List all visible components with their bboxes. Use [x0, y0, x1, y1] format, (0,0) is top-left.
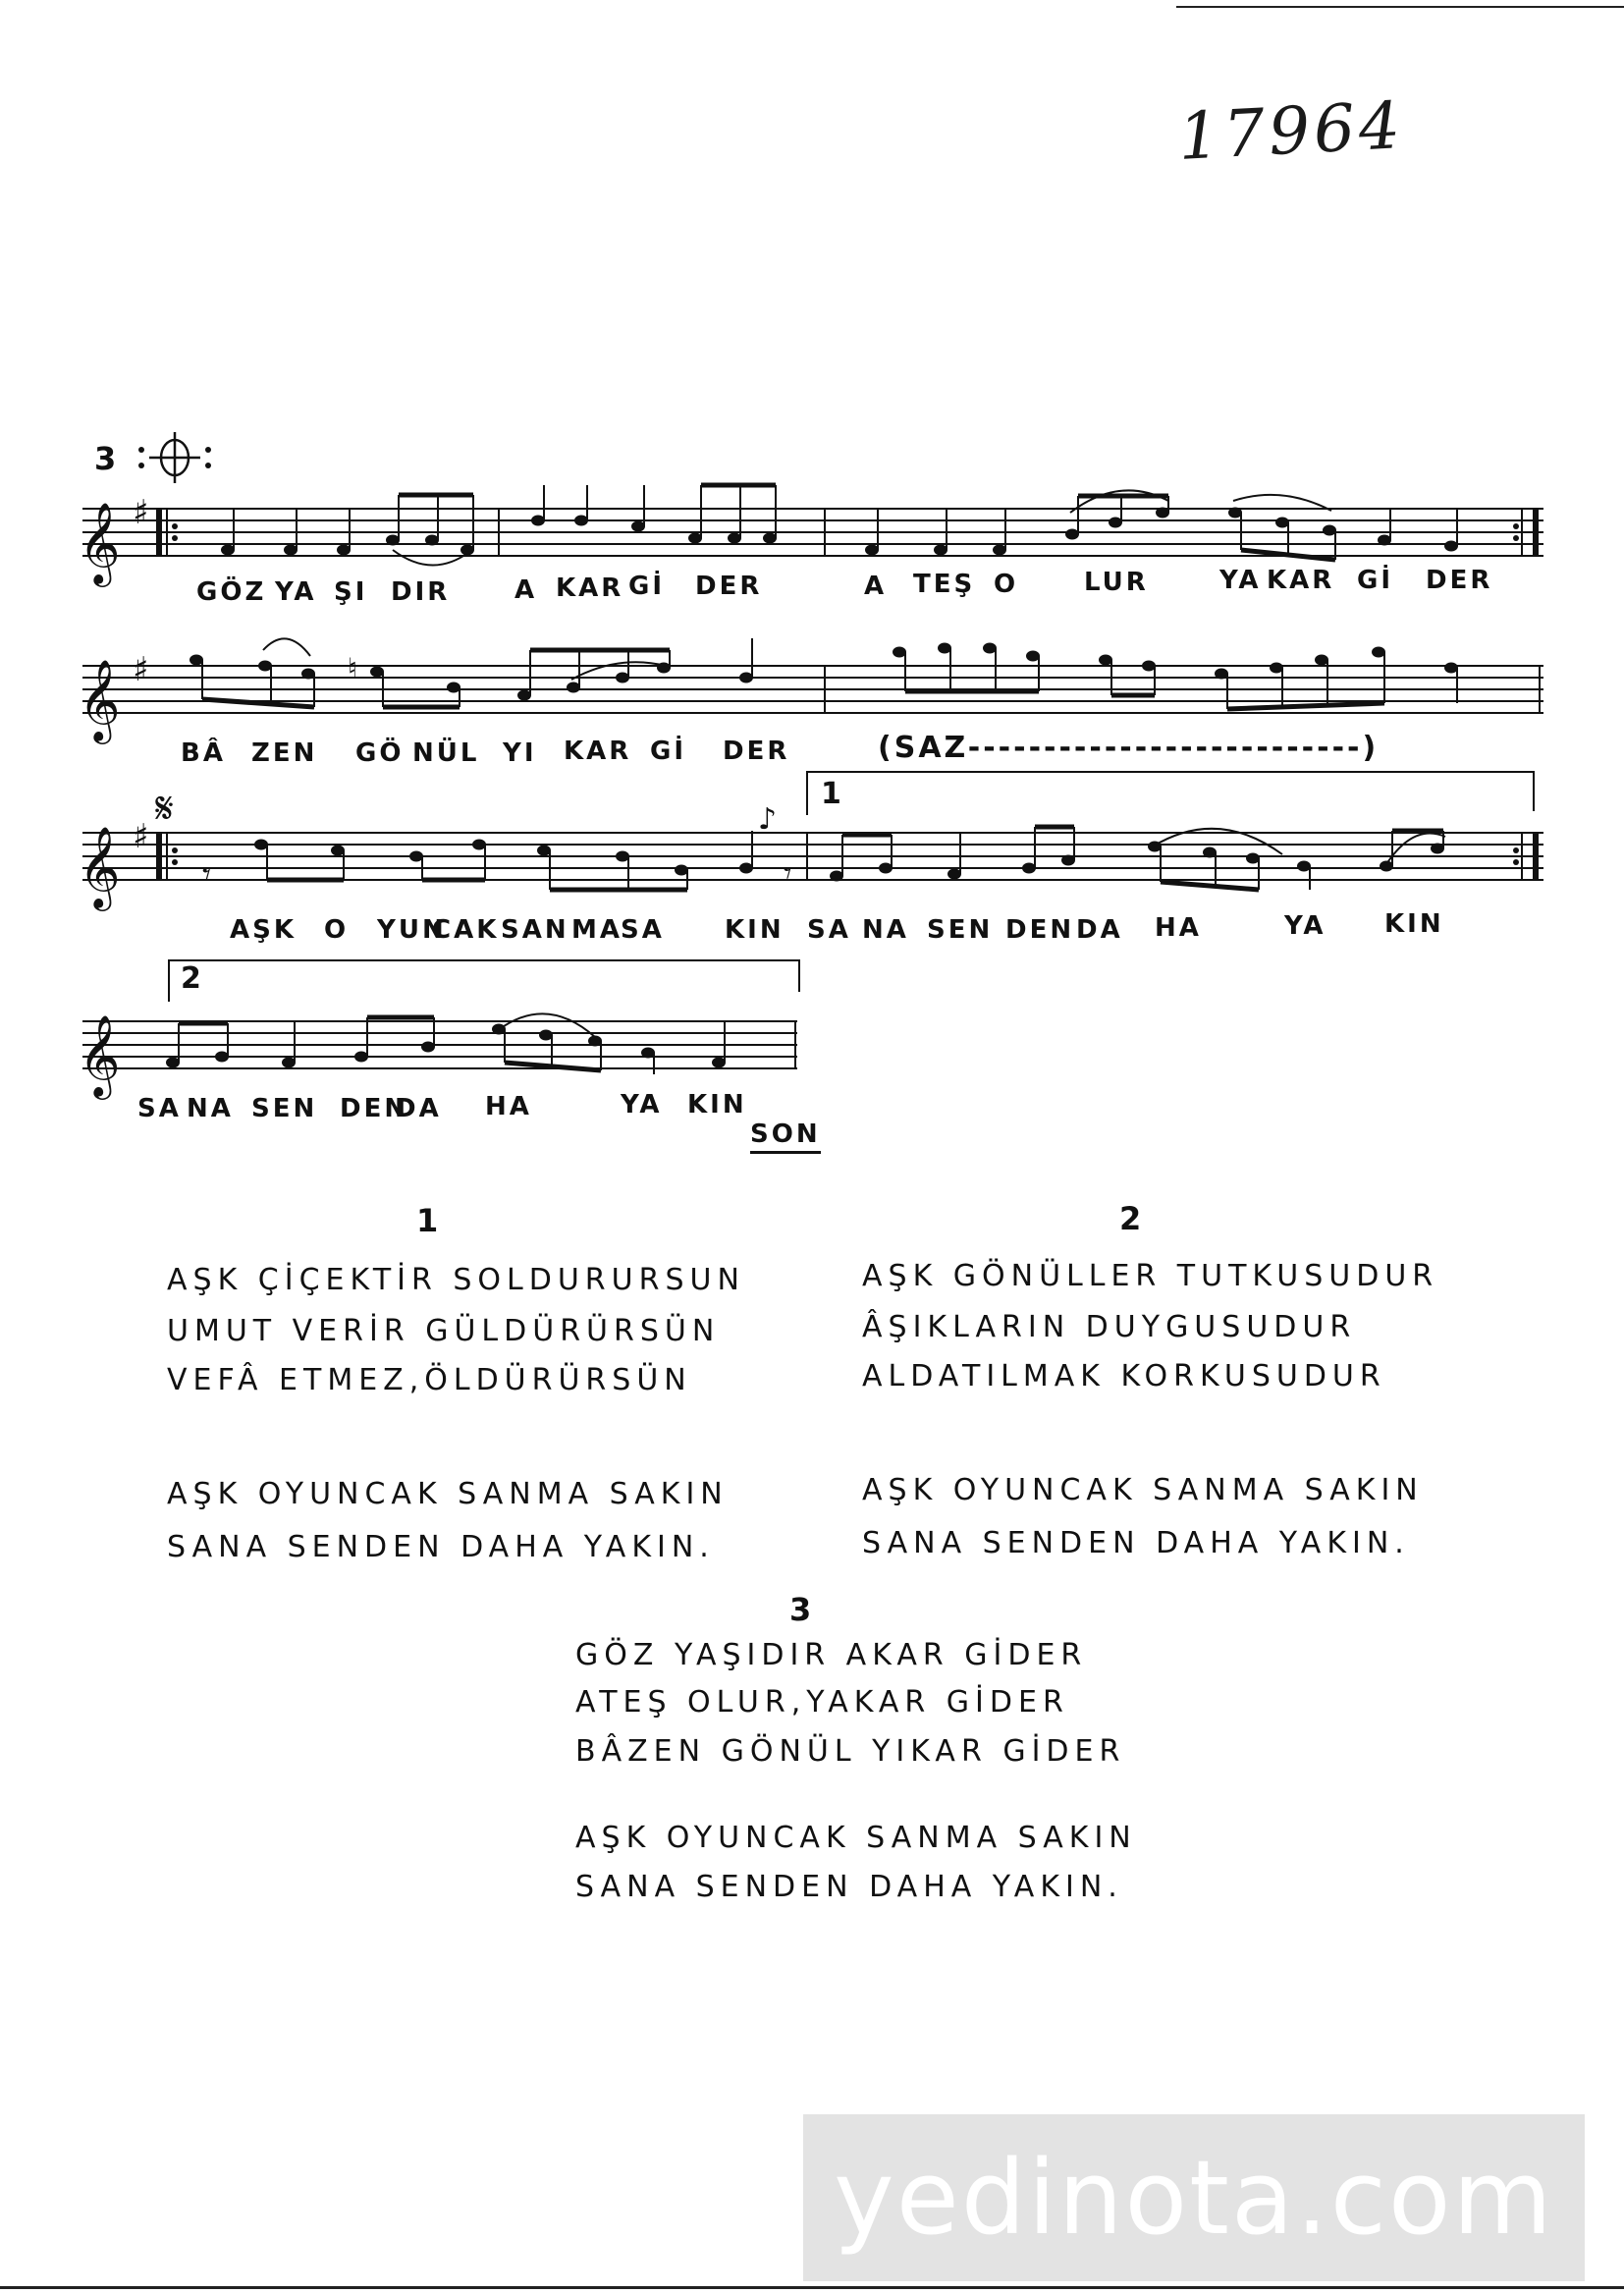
lyric-syllable: YA: [1219, 566, 1262, 595]
verse-number-1: 1: [416, 1202, 439, 1239]
instrumental-interlude: (SAZ--------------------------): [878, 731, 1380, 765]
lyric-syllable: DEN: [340, 1094, 409, 1123]
segno-sign: 𝄋: [155, 784, 174, 834]
lyric-syllable: ZEN: [251, 738, 318, 768]
natural-accidental: ♮: [348, 652, 358, 684]
verse-2-line: ÂŞIKLARIN DUYGUSUDUR: [862, 1310, 1357, 1344]
verse-2-line: AŞK OYUNCAK SANMA SAKIN: [862, 1473, 1424, 1507]
lyric-syllable: MA: [571, 915, 623, 945]
section-number: 3: [94, 440, 117, 477]
lyric-syllable: Gİ: [628, 572, 666, 601]
verse-1-line: SANA SENDEN DAHA YAKIN.: [167, 1530, 715, 1564]
lyric-syllable: TEŞ: [913, 570, 976, 599]
verse-1-line: UMUT VERİR GÜLDÜRÜRSÜN: [167, 1314, 721, 1348]
lyric-syllable: CAK: [432, 915, 500, 945]
lyric-syllable: Gİ: [650, 737, 687, 766]
verse-2-line: SANA SENDEN DAHA YAKIN.: [862, 1526, 1410, 1560]
page-border-bottom: [0, 2286, 1624, 2289]
verse-number-3: 3: [789, 1591, 812, 1628]
lyric-syllable: KIN: [687, 1090, 747, 1120]
lyric-syllable: DER: [1426, 566, 1493, 595]
watermark-banner: [803, 2114, 1585, 2281]
treble-clef-1: 𝄞: [79, 501, 121, 583]
lyric-syllable: SA: [621, 915, 665, 945]
lyric-syllable: YI: [503, 738, 537, 768]
lyric-syllable: SAN: [501, 915, 569, 945]
lyric-syllable: KIN: [725, 915, 785, 945]
lyric-syllable: NA: [862, 915, 909, 945]
end-marker: SON: [750, 1120, 821, 1154]
sharp-key-3: ♯: [133, 817, 149, 856]
lyric-syllable: ŞI: [334, 577, 368, 607]
lyric-syllable: BÂ: [181, 738, 226, 768]
lyric-syllable: SA: [137, 1094, 182, 1123]
lyric-syllable: YA: [1284, 911, 1326, 941]
lyric-syllable: NA: [187, 1094, 234, 1123]
lyric-syllable: DA: [395, 1094, 442, 1123]
lyric-syllable: A: [864, 572, 888, 601]
lyric-syllable: HA: [485, 1092, 532, 1121]
lyric-syllable: DA: [1076, 915, 1123, 945]
verse-3-line: GÖZ YAŞIDIR AKAR GİDER: [575, 1638, 1088, 1672]
sharp-key-1: ♯: [133, 493, 149, 532]
lyric-syllable: YUN: [377, 915, 447, 945]
lyric-syllable: YA: [275, 577, 317, 607]
lyric-syllable: GÖ: [355, 738, 405, 768]
lyric-syllable: DER: [695, 572, 763, 601]
lyric-syllable: DEN: [1005, 915, 1075, 945]
lyric-syllable: O: [324, 915, 350, 945]
lyric-syllable: YA: [621, 1090, 663, 1120]
lyric-syllable: HA: [1155, 913, 1202, 943]
lyric-syllable: KAR: [564, 737, 632, 766]
eighth-rest-2: 𝄾: [784, 854, 792, 892]
lyric-syllable: LUR: [1084, 568, 1149, 597]
verse-3-line: SANA SENDEN DAHA YAKIN.: [575, 1870, 1123, 1904]
volta-1-label: 1: [821, 777, 841, 811]
grace-flag: ♪: [758, 802, 778, 837]
lyric-syllable: NÜL: [412, 738, 480, 768]
lyric-syllable: GÖZ: [196, 577, 267, 607]
lyric-syllable: O: [994, 570, 1019, 599]
lyric-syllable: DER: [723, 737, 790, 766]
lyric-syllable: SEN: [927, 915, 994, 945]
lyric-syllable: Gİ: [1357, 566, 1394, 595]
verse-2-line: AŞK GÖNÜLLER TUTKUSUDUR: [862, 1259, 1439, 1293]
verse-1-line: VEFÂ ETMEZ,ÖLDÜRÜRSÜN: [167, 1363, 692, 1397]
staff-system-3: [82, 833, 1543, 880]
verse-number-2: 2: [1119, 1200, 1142, 1237]
verse-2-line: ALDATILMAK KORKUSUDUR: [862, 1359, 1386, 1393]
volta-2-label: 2: [181, 961, 201, 996]
catalog-number: 17964: [1176, 87, 1406, 175]
verse-3-line: AŞK OYUNCAK SANMA SAKIN: [575, 1821, 1137, 1855]
treble-clef-3: 𝄞: [79, 825, 121, 907]
treble-clef-2: 𝄞: [79, 658, 121, 740]
verse-1-line: AŞK ÇİÇEKTİR SOLDURURSUN: [167, 1263, 745, 1297]
verse-3-line: ATEŞ OLUR,YAKAR GİDER: [575, 1685, 1069, 1720]
lyric-syllable: KAR: [1267, 566, 1335, 595]
eighth-rest-1: 𝄾: [202, 855, 212, 895]
lyric-syllable: SEN: [251, 1094, 318, 1123]
watermark-text: yedinota.com: [834, 2138, 1554, 2258]
staff-system-4: [82, 1021, 797, 1068]
verse-3-line: BÂZEN GÖNÜL YIKAR GİDER: [575, 1734, 1126, 1769]
verse-1-line: AŞK OYUNCAK SANMA SAKIN: [167, 1477, 729, 1511]
lyric-syllable: KIN: [1384, 909, 1444, 939]
coda-sign: [149, 432, 200, 483]
lyric-syllable: DIR: [391, 577, 451, 607]
treble-clef-4: 𝄞: [79, 1013, 121, 1096]
lyric-syllable: A: [514, 575, 538, 605]
lyric-syllable: KAR: [556, 574, 624, 603]
lyric-syllable: SA: [807, 915, 851, 945]
lyric-syllable: AŞK: [230, 915, 297, 945]
sharp-key-2: ♯: [133, 650, 149, 689]
